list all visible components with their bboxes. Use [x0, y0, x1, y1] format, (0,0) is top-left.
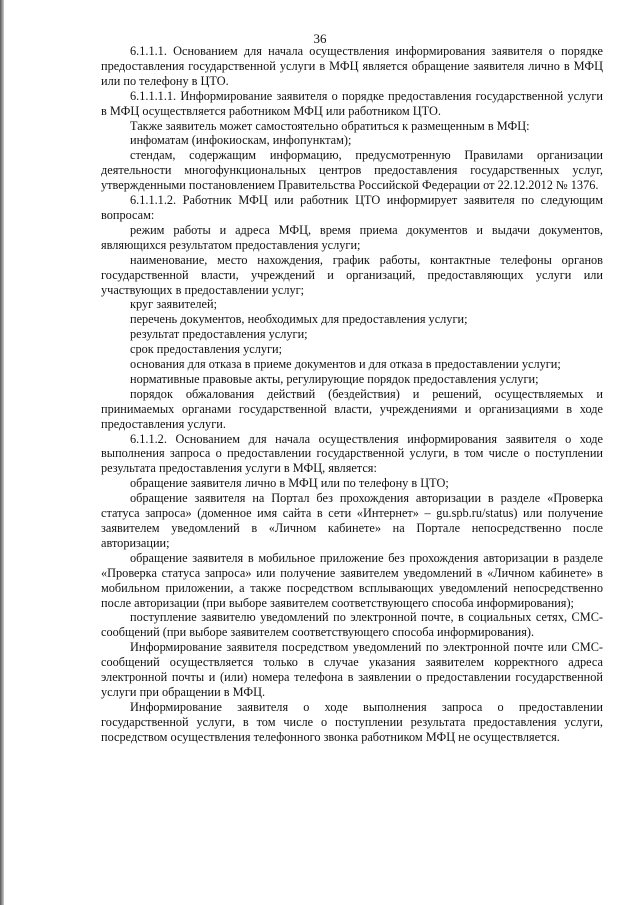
paragraph: нормативные правовые акты, регулирующие порядок предоставления услуги; — [130, 371, 539, 386]
paragraph: 6.1.1.1.2. Работник МФЦ или работник ЦТО информирует заявителя по следующим вопросам: — [101, 193, 603, 222]
paragraph: срок предоставления услуги; — [130, 342, 283, 357]
paragraph: наименование, место нахождения, график работы, контактные телефоны органов государственной власти, учреждений и организаций, предоставляющих услуги или участвующих в предоставлении услуг; — [101, 252, 603, 297]
page-number: 36 — [313, 31, 327, 46]
paragraph: 6.1.1.1. Основанием для начала осуществления информирования заявителя о порядке предоставления государственной услуги в МФЦ является обращение заявителя лично в МФЦ или по телефону в ЦТО. — [101, 44, 603, 88]
paragraph: результат предоставления услуги; — [130, 327, 308, 342]
paragraph: основания для отказа в приеме документов и для отказа в предоставлении услуги; — [130, 357, 561, 372]
paragraph: 6.1.1.2. Основанием для начала осуществления информирования заявителя о ходе выполнения запроса о предоставлении государственной услуги, в том числе о поступлении результата предоставления услуги в МФЦ, является: — [101, 431, 603, 476]
scan-edge — [0, 0, 4, 905]
paragraph: Также заявитель может самостоятельно обратиться к размещенным в МФЦ: — [130, 118, 530, 133]
paragraph: Информирование заявителя посредством уведомлений по электронной почте или СМС-сообщений осуществляется только в случае указания заявителем корректного адреса электронной почты и (или) номера телефона в заявлении о предоставлении государственной услуги при обращении в МФЦ. — [101, 640, 603, 699]
paragraph: круг заявителей; — [130, 297, 218, 312]
paragraph: Информирование заявителя о ходе выполнения запроса о предоставлении государственной услуги, в том числе о поступлении результата предоставления услуги, посредством осуществления телефонного звонка работником МФЦ не осуществляется. — [101, 699, 603, 744]
paragraph: обращение заявителя в мобильное приложение без прохождения авторизации в разделе «Проверка статуса запроса» или получение заявителем уведомлений в «Личном кабинете» в мобильном приложении, а также посредством всплывающих уведомлений непосредственно после авторизации (при выборе заявителем соответствующего способа информирования); — [101, 550, 603, 610]
paragraph: порядок обжалования действий (бездействия) и решений, осуществляемых и принимаемых органами государственной власти, учреждениями и организациями в ходе предоставления услуги. — [101, 386, 603, 431]
paragraph: режим работы и адреса МФЦ, время приема документов и выдачи документов, являющихся результатом предоставления услуги; — [101, 222, 603, 252]
paragraph: перечень документов, необходимых для предоставления услуги; — [130, 312, 468, 327]
paragraph: инфоматам (инфокиоскам, инфопунктам); — [130, 133, 352, 148]
paragraph: поступление заявителю уведомлений по электронной почте, в социальных сетях, СМС-сообщений (при выборе заявителем соответствующего способа информирования). — [101, 610, 603, 640]
paragraph: 6.1.1.1.1. Информирование заявителя о порядке предоставления государственной услуги в МФЦ осуществляется работником МФЦ или работником ЦТО. — [101, 88, 603, 118]
document-body — [101, 44, 603, 745]
paragraph: обращение заявителя лично в МФЦ или по телефону в ЦТО; — [130, 476, 449, 491]
paragraph: стендам, содержащим информацию, предусмотренную Правилами организации деятельности многофункциональных центров предоставления государственных услуг, утвержденными постановлением Правительства Российской Федерации от 22.12.2012 № 1376. — [101, 148, 603, 193]
paragraph: обращение заявителя на Портал без прохождения авторизации в разделе «Проверка статуса запроса» (доменное имя сайта в сети «Интернет» – gu.spb.ru/status) или получение заявителем уведомлений в «Личном кабинете» на Портале непосредственно после авторизации; — [101, 491, 603, 550]
